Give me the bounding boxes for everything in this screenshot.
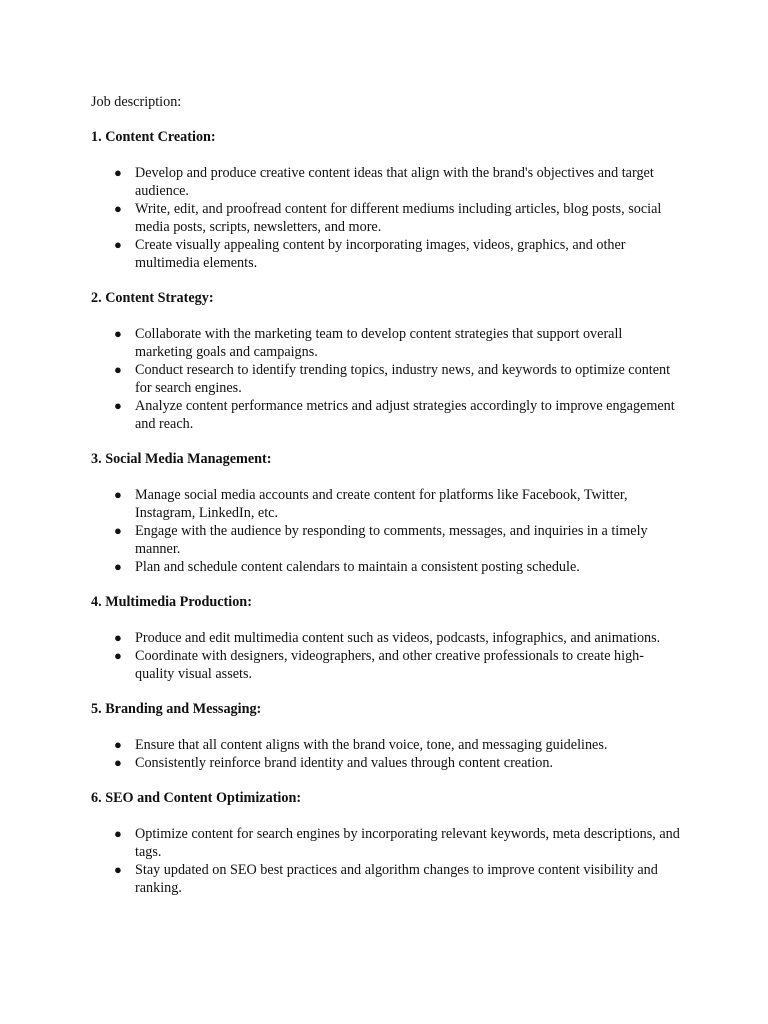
- section-heading: 5. Branding and Messaging:: [91, 701, 262, 717]
- document-page: [91, 93, 691, 914]
- bullet-icon: ●: [114, 523, 122, 538]
- section-multimedia-production: [91, 593, 691, 683]
- list-item-text: Stay updated on SEO best practices and algorithm changes to improve content visibility and ranking.: [135, 862, 658, 896]
- bullet-icon: ●: [114, 559, 122, 574]
- bullet-icon: ●: [114, 648, 122, 663]
- bullet-icon: ●: [114, 755, 122, 770]
- list-item: [91, 647, 683, 683]
- list-item-text: Write, edit, and proofread content for different mediums including articles, blog posts, social media posts, scripts, newsletters, and more.: [135, 201, 662, 235]
- list-item-text: Analyze content performance metrics and adjust strategies accordingly to improve engagement and reach.: [135, 398, 675, 432]
- list-item: [91, 558, 683, 576]
- bullet-icon: ●: [114, 737, 122, 752]
- bullet-icon: ●: [114, 165, 122, 180]
- list-item: [91, 861, 683, 897]
- list-item-text: Consistently reinforce brand identity and values through content creation.: [135, 755, 554, 771]
- bullet-icon: ●: [114, 362, 122, 377]
- bullet-list: [91, 164, 691, 272]
- list-item: [91, 164, 683, 200]
- list-item-text: Develop and produce creative content ideas that align with the brand's objectives and target audience.: [135, 165, 654, 199]
- bullet-icon: ●: [114, 398, 122, 413]
- list-item: [91, 486, 683, 522]
- section-heading: 4. Multimedia Production:: [91, 594, 252, 610]
- list-item: [91, 325, 683, 361]
- list-item: [91, 825, 683, 861]
- list-item-text: Manage social media accounts and create content for platforms like Facebook, Twitter, Instagram, LinkedIn, etc.: [135, 487, 628, 521]
- section-content-strategy: [91, 289, 691, 433]
- section-heading: 6. SEO and Content Optimization:: [91, 790, 302, 806]
- intro-text: Job description:: [91, 94, 182, 110]
- list-item-text: Plan and schedule content calendars to maintain a consistent posting schedule.: [135, 559, 580, 575]
- list-item: [91, 397, 683, 433]
- list-item: [91, 236, 683, 272]
- list-item: [91, 522, 683, 558]
- bullet-icon: ●: [114, 237, 122, 252]
- list-item-text: Optimize content for search engines by incorporating relevant keywords, meta descriptions, and tags.: [135, 826, 680, 860]
- list-item-text: Collaborate with the marketing team to develop content strategies that support overall marketing goals and campaigns.: [135, 326, 623, 360]
- section-seo-and-content-optimization: [91, 789, 691, 897]
- bullet-icon: ●: [114, 487, 122, 502]
- bullet-list: [91, 325, 691, 433]
- section-content-creation: [91, 128, 691, 272]
- section-heading: 1. Content Creation:: [91, 129, 216, 145]
- list-item-text: Engage with the audience by responding to comments, messages, and inquiries in a timely manner.: [135, 523, 648, 557]
- section-heading: 3. Social Media Management:: [91, 451, 272, 467]
- bullet-list: [91, 629, 691, 683]
- list-item: [91, 200, 683, 236]
- bullet-list: [91, 825, 691, 897]
- list-item: [91, 361, 683, 397]
- list-item: [91, 629, 683, 647]
- list-item-text: Coordinate with designers, videographers, and other creative professionals to create high-quality visual assets.: [135, 648, 645, 682]
- list-item: [91, 754, 683, 772]
- section-branding-and-messaging: [91, 700, 691, 772]
- bullet-icon: ●: [114, 201, 122, 216]
- bullet-icon: ●: [114, 326, 122, 341]
- list-item-text: Ensure that all content aligns with the brand voice, tone, and messaging guidelines.: [135, 737, 608, 753]
- bullet-icon: ●: [114, 862, 122, 877]
- list-item: [91, 736, 683, 754]
- list-item-text: Create visually appealing content by incorporating images, videos, graphics, and other multimedia elements.: [135, 237, 626, 271]
- list-item-text: Conduct research to identify trending topics, industry news, and keywords to optimize content for search engines.: [135, 362, 671, 396]
- bullet-icon: ●: [114, 826, 122, 841]
- bullet-list: [91, 486, 691, 576]
- section-heading: 2. Content Strategy:: [91, 290, 214, 306]
- section-social-media-management: [91, 450, 691, 576]
- list-item-text: Produce and edit multimedia content such as videos, podcasts, infographics, and animations.: [135, 630, 661, 646]
- bullet-icon: ●: [114, 630, 122, 645]
- bullet-list: [91, 736, 691, 772]
